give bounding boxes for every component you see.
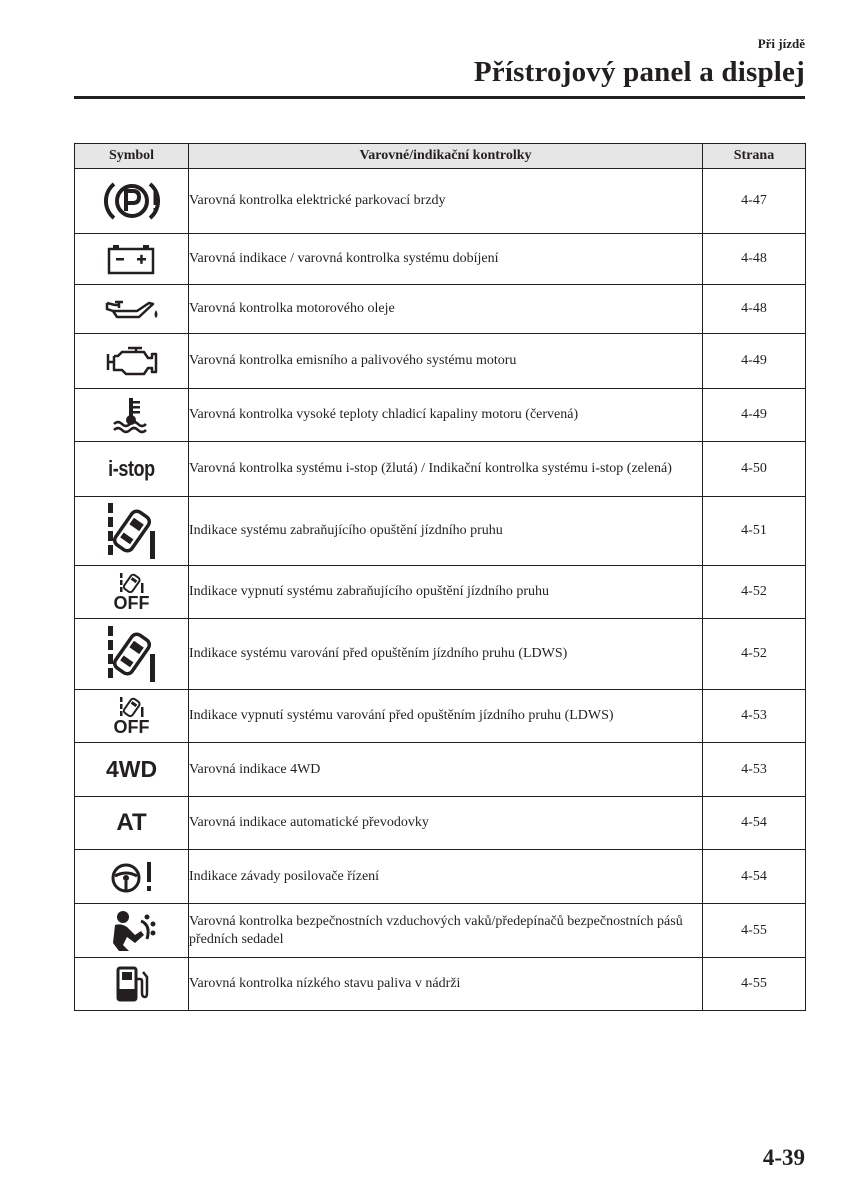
section-label: Při jízdě (757, 36, 805, 51)
column-header-warning-lights: Varovné/indikační kontrolky (189, 144, 703, 169)
symbol-cell (75, 850, 189, 904)
description-cell: Varovná kontrolka bezpečnostních vzduchových vaků/předepínačů bezpečnostních pásů předních sedadel (189, 904, 703, 958)
symbol-cell (75, 442, 189, 497)
description-cell: Indikace systému varování před opuštěním jízdního pruhu (LDWS) (189, 619, 703, 690)
description-cell: Varovná kontrolka elektrické parkovací brzdy (189, 169, 703, 234)
description-cell: Varovná kontrolka motorového oleje (189, 285, 703, 334)
symbol-cell (75, 234, 189, 285)
table-row (75, 850, 806, 904)
table-row (75, 285, 806, 334)
column-header-symbol: Symbol (75, 144, 189, 169)
description-cell: Varovná kontrolka emisního a palivového systému motoru (189, 334, 703, 389)
table-row (75, 334, 806, 389)
page-cell: 4-50 (703, 442, 806, 497)
table-header-row (75, 144, 806, 169)
engine-oil-icon (103, 295, 161, 323)
page-cell: 4-55 (703, 904, 806, 958)
off-label: OFF (113, 717, 150, 737)
table-row (75, 797, 806, 850)
warning-lights-table (74, 143, 806, 1011)
page-cell: 4-48 (703, 285, 806, 334)
lane-departure-warning-off-icon (114, 696, 150, 736)
symbol-cell (75, 334, 189, 389)
table-row (75, 234, 806, 285)
description-cell: Varovná kontrolka vysoké teploty chladicí kapaliny motoru (červená) (189, 389, 703, 442)
symbol-cell (75, 169, 189, 234)
symbol-cell (75, 285, 189, 334)
description-cell: Indikace závady posilovače řízení (189, 850, 703, 904)
battery-charging-icon (107, 243, 157, 275)
off-label: OFF (113, 593, 150, 613)
symbol-cell (75, 497, 189, 566)
description-cell: Varovná kontrolka systému i-stop (žlutá) / Indikační kontrolka systému i-stop (zelená) (189, 442, 703, 497)
lane-departure-warning-icon (104, 624, 160, 684)
page-cell: 4-54 (703, 797, 806, 850)
page-cell: 4-52 (703, 566, 806, 619)
check-engine-icon (104, 344, 160, 378)
4wd-icon: 4WD (105, 756, 158, 782)
symbol-cell (75, 619, 189, 690)
table-row (75, 619, 806, 690)
lane-keep-assist-off-icon (114, 572, 150, 612)
i-stop-icon: i-stop (108, 456, 155, 481)
description-cell: Indikace systému zabraňujícího opuštění jízdního pruhu (189, 497, 703, 566)
table-row (75, 958, 806, 1011)
table-row (75, 743, 806, 797)
parking-brake-warning-icon (102, 178, 162, 224)
table-row (75, 442, 806, 497)
page-title: Přístrojový panel a displej (473, 56, 805, 88)
description-cell: Indikace vypnutí systému zabraňujícího opuštění jízdního pruhu (189, 566, 703, 619)
symbol-cell (75, 958, 189, 1011)
page-number: 4-39 (762, 1145, 805, 1170)
coolant-temperature-icon (110, 395, 154, 435)
page-cell: 4-54 (703, 850, 806, 904)
description-cell: Varovná indikace 4WD (189, 743, 703, 797)
table-row (75, 497, 806, 566)
airbag-icon (107, 909, 157, 953)
description-cell: Varovná indikace automatické převodovky (189, 797, 703, 850)
description-cell: Indikace vypnutí systému varování před opuštěním jízdního pruhu (LDWS) (189, 690, 703, 743)
page-cell: 4-49 (703, 334, 806, 389)
page-cell: 4-52 (703, 619, 806, 690)
lane-keep-assist-icon (104, 501, 160, 561)
at-icon: AT (116, 809, 147, 836)
page-cell: 4-48 (703, 234, 806, 285)
symbol-cell (75, 389, 189, 442)
title-rule (74, 96, 805, 99)
table-row (75, 904, 806, 958)
symbol-cell (75, 690, 189, 743)
table-row (75, 389, 806, 442)
table-row (75, 690, 806, 743)
symbol-cell (75, 797, 189, 850)
description-cell: Varovná kontrolka nízkého stavu paliva v nádrži (189, 958, 703, 1011)
page-cell: 4-51 (703, 497, 806, 566)
symbol-cell (75, 566, 189, 619)
symbol-cell (75, 904, 189, 958)
table-row (75, 566, 806, 619)
page-cell: 4-47 (703, 169, 806, 234)
page-cell: 4-53 (703, 690, 806, 743)
page-cell: 4-55 (703, 958, 806, 1011)
description-cell: Varovná indikace / varovná kontrolka systému dobíjení (189, 234, 703, 285)
symbol-cell (75, 743, 189, 797)
column-header-page: Strana (703, 144, 806, 169)
low-fuel-icon (114, 965, 150, 1003)
page-cell: 4-53 (703, 743, 806, 797)
table-row (75, 169, 806, 234)
power-steering-icon (108, 858, 156, 896)
page-cell: 4-49 (703, 389, 806, 442)
